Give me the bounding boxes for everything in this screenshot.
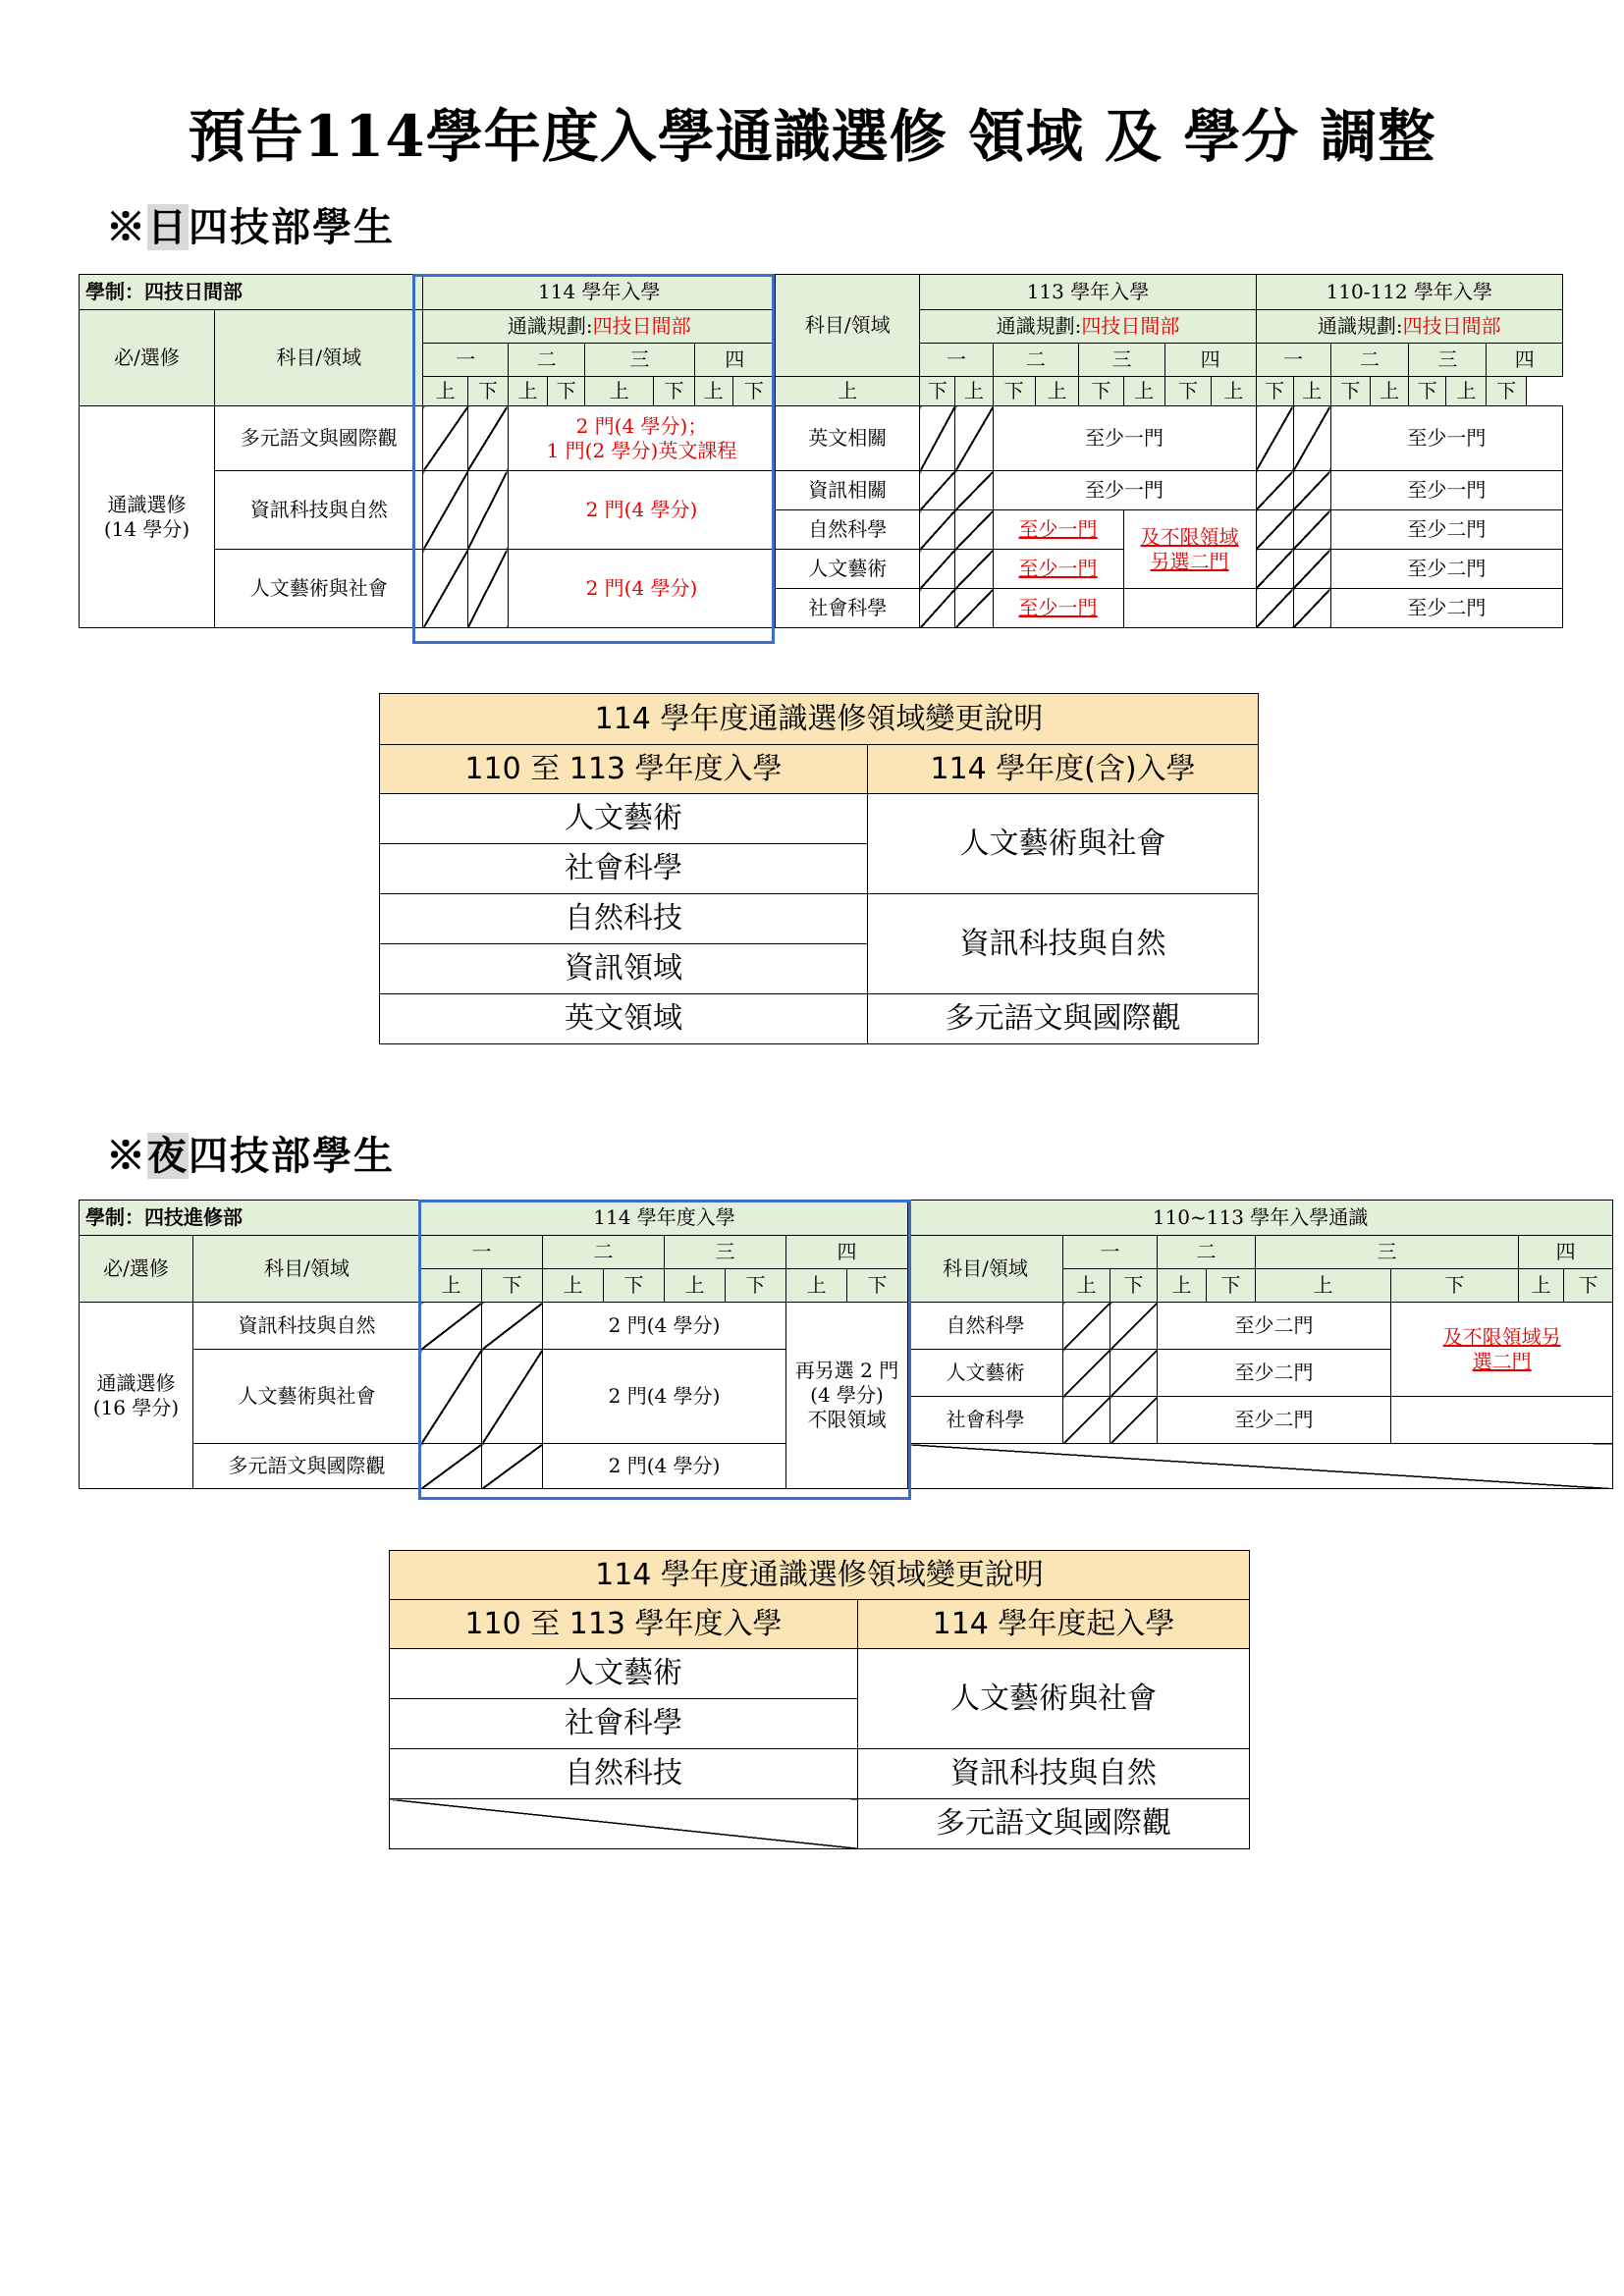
empty-slash xyxy=(1293,471,1330,510)
day-highlight: 日 xyxy=(147,204,189,250)
sem-up: 上 xyxy=(585,377,654,406)
empty-slash xyxy=(920,510,955,550)
sem-up: 上 xyxy=(543,1269,604,1303)
sem-up: 上 xyxy=(423,377,467,406)
empty-slash xyxy=(423,550,467,628)
year-3: 三 xyxy=(585,344,694,377)
year114-header: 114 學年度入學 xyxy=(421,1201,908,1236)
sem-down: 下 xyxy=(654,377,694,406)
empty-slash xyxy=(1063,1303,1110,1350)
sem-down: 下 xyxy=(993,377,1035,406)
required-elective-header: 必/選修 xyxy=(80,1236,193,1303)
empty-slash xyxy=(423,471,467,550)
new-domain: 人文藝術與社會 xyxy=(868,794,1259,894)
new-domain: 資訊科技與自然 xyxy=(858,1749,1250,1799)
empty-slash xyxy=(908,1444,1613,1489)
sem-down: 下 xyxy=(1256,377,1293,406)
sem-up: 上 xyxy=(776,377,920,406)
day-curriculum-table xyxy=(79,274,1563,628)
empty-slash xyxy=(467,471,508,550)
sem-up: 上 xyxy=(1519,1269,1564,1303)
req-multilingual: 2 門(4 學分)； 1 門(2 學分)英文課程 xyxy=(508,406,775,471)
empty-slash xyxy=(955,510,993,550)
r110-english: 至少一門 xyxy=(1330,406,1562,471)
night-change-title: 114 學年度通識選修領域變更說明 xyxy=(390,1551,1250,1600)
year-4: 四 xyxy=(1164,344,1256,377)
req-info-nature: 2 門(4 學分) xyxy=(508,471,775,550)
year-2: 二 xyxy=(508,344,584,377)
empty-slash xyxy=(421,1303,482,1350)
empty-slash xyxy=(955,471,993,510)
day-change-table xyxy=(379,693,1259,1044)
r113-extra: 及不限領域 另選二門 xyxy=(1123,510,1256,589)
sem-down: 下 xyxy=(1409,377,1446,406)
empty-slash xyxy=(1256,471,1293,510)
old-req-social: 至少二門 xyxy=(1158,1397,1391,1444)
empty-slash xyxy=(1293,406,1330,471)
system-label: 學制：四技日間部 xyxy=(80,275,423,310)
empty-slash xyxy=(421,1444,482,1489)
new-domain: 多元語文與國際觀 xyxy=(858,1799,1250,1849)
old-domain: 社會科學 xyxy=(390,1699,858,1749)
old-subject-header: 科目/領域 xyxy=(908,1236,1063,1303)
year113-header: 113 學年入學 xyxy=(920,275,1256,310)
r113-english: 至少一門 xyxy=(993,406,1256,471)
subject-arts-society: 人文藝術與社會 xyxy=(193,1350,421,1444)
year114-header: 114 學年入學 xyxy=(423,275,776,310)
year-1: 一 xyxy=(1063,1236,1158,1269)
old-subject-english: 英文相關 xyxy=(776,406,920,471)
sem-up: 上 xyxy=(1123,377,1164,406)
empty-slash xyxy=(1110,1397,1158,1444)
year-4: 四 xyxy=(694,344,775,377)
subject-info-nature: 資訊科技與自然 xyxy=(193,1303,421,1350)
empty-slash xyxy=(421,1350,482,1444)
old-domain: 自然科技 xyxy=(380,894,868,944)
day-section-heading: ※日四技部學生 xyxy=(106,204,395,250)
sem-up: 上 xyxy=(786,1269,847,1303)
old-subject-arts: 人文藝術 xyxy=(908,1350,1063,1397)
r113-science: 至少一門 xyxy=(993,510,1123,550)
new-domain: 資訊科技與自然 xyxy=(868,894,1259,994)
old-domain: 自然科技 xyxy=(390,1749,858,1799)
empty-slash xyxy=(1256,406,1293,471)
empty-slash xyxy=(1256,510,1293,550)
year-4: 四 xyxy=(1487,344,1563,377)
empty-slash xyxy=(467,550,508,628)
year-1: 一 xyxy=(421,1236,543,1269)
old-domain: 人文藝術 xyxy=(380,794,868,844)
empty-slash xyxy=(390,1799,858,1849)
year-3: 三 xyxy=(665,1236,786,1269)
sem-down: 下 xyxy=(1079,377,1123,406)
old-req-arts: 至少二門 xyxy=(1158,1350,1391,1397)
sem-up: 上 xyxy=(1446,377,1487,406)
sem-up: 上 xyxy=(1370,377,1408,406)
year-3: 三 xyxy=(1409,344,1487,377)
empty-slash xyxy=(1063,1397,1110,1444)
empty-slash xyxy=(423,406,467,471)
sem-up: 上 xyxy=(1212,377,1256,406)
subject-header: 科目/領域 xyxy=(215,310,423,406)
year-1: 一 xyxy=(423,344,509,377)
sem-up: 上 xyxy=(421,1269,482,1303)
sem-down: 下 xyxy=(482,1269,543,1303)
empty-slash xyxy=(955,406,993,471)
year-3: 三 xyxy=(1079,344,1165,377)
sem-up: 上 xyxy=(694,377,732,406)
sem-down: 下 xyxy=(847,1269,908,1303)
old-subject-science: 自然科學 xyxy=(776,510,920,550)
sem-down: 下 xyxy=(1564,1269,1613,1303)
req-arts-society: 2 門(4 學分) xyxy=(543,1350,786,1444)
r113-arts: 至少一門 xyxy=(993,550,1123,589)
old-domain: 人文藝術 xyxy=(390,1649,858,1699)
r113-social: 至少一門 xyxy=(993,589,1123,628)
sem-down: 下 xyxy=(1391,1269,1519,1303)
sem-up: 上 xyxy=(955,377,993,406)
year110-113-header: 110~113 學年入學通識 xyxy=(908,1201,1613,1236)
page-title: 預告114學年度入學通識選修 領域 及 學分 調整 xyxy=(188,103,1436,170)
year-4: 四 xyxy=(1519,1236,1613,1269)
category-cell: 通識選修 (16 學分) xyxy=(80,1303,193,1489)
year-2: 二 xyxy=(543,1236,665,1269)
subject-arts-society: 人文藝術與社會 xyxy=(215,550,423,628)
sem-up: 上 xyxy=(508,377,547,406)
plan-113: 通識規劃:四技日間部 xyxy=(920,310,1256,344)
new-domain: 人文藝術與社會 xyxy=(858,1649,1250,1749)
sem-down: 下 xyxy=(1207,1269,1256,1303)
plan-110-112: 通識規劃:四技日間部 xyxy=(1256,310,1562,344)
sem-up: 上 xyxy=(1158,1269,1207,1303)
subject-multilingual: 多元語文與國際觀 xyxy=(193,1444,421,1489)
system-label: 學制：四技進修部 xyxy=(80,1201,421,1236)
req-info-nature: 2 門(4 學分) xyxy=(543,1303,786,1350)
year-1: 一 xyxy=(1256,344,1330,377)
empty-slash xyxy=(920,550,955,589)
sem-down: 下 xyxy=(548,377,585,406)
night-section-heading: ※夜四技部學生 xyxy=(106,1133,395,1179)
old-subject-arts: 人文藝術 xyxy=(776,550,920,589)
year-2: 二 xyxy=(1330,344,1408,377)
empty-slash xyxy=(920,589,955,628)
r113-blank xyxy=(1123,589,1256,628)
required-elective-header: 必/選修 xyxy=(80,310,215,406)
sem-up: 上 xyxy=(1293,377,1330,406)
old-subject-social: 社會科學 xyxy=(776,589,920,628)
new-domain: 多元語文與國際觀 xyxy=(868,994,1259,1044)
sem-up: 上 xyxy=(1035,377,1078,406)
day-change-title: 114 學年度通識選修領域變更說明 xyxy=(380,694,1259,745)
old-subject-social: 社會科學 xyxy=(908,1397,1063,1444)
year-2: 二 xyxy=(993,344,1079,377)
plan-114: 通識規劃:四技日間部 xyxy=(423,310,776,344)
sem-down: 下 xyxy=(604,1269,665,1303)
empty-slash xyxy=(482,1444,543,1489)
night-change-col-new: 114 學年度起入學 xyxy=(858,1600,1250,1649)
old-domain: 資訊領域 xyxy=(380,944,868,994)
subject-info-nature: 資訊科技與自然 xyxy=(215,471,423,550)
r110-info: 至少一門 xyxy=(1330,471,1562,510)
old-subject-header: 科目/領域 xyxy=(776,275,920,377)
sem-down: 下 xyxy=(467,377,508,406)
old-req-science: 至少二門 xyxy=(1158,1303,1391,1350)
night-table-grid xyxy=(79,1200,1613,1489)
empty-slash xyxy=(955,589,993,628)
empty-slash xyxy=(955,550,993,589)
empty-slash xyxy=(920,471,955,510)
year-1: 一 xyxy=(920,344,993,377)
empty-slash xyxy=(1256,550,1293,589)
empty-slash xyxy=(482,1350,543,1444)
extra-electives: 再另選 2 門 (4 學分) 不限領域 xyxy=(786,1303,908,1489)
r113-info: 至少一門 xyxy=(993,471,1256,510)
empty-slash xyxy=(1293,510,1330,550)
r110-science: 至少二門 xyxy=(1330,510,1562,550)
empty-slash xyxy=(482,1303,543,1350)
req-multilingual: 2 門(4 學分) xyxy=(543,1444,786,1489)
empty-slash xyxy=(1293,550,1330,589)
subject-header: 科目/領域 xyxy=(193,1236,421,1303)
year110-112-header: 110-112 學年入學 xyxy=(1256,275,1562,310)
category-cell: 通識選修 (14 學分) xyxy=(80,406,215,628)
sem-down: 下 xyxy=(1487,377,1526,406)
sem-up: 上 xyxy=(1256,1269,1391,1303)
old-subject-science: 自然科學 xyxy=(908,1303,1063,1350)
empty-slash xyxy=(1063,1350,1110,1397)
sem-down: 下 xyxy=(1110,1269,1158,1303)
subject-multilingual: 多元語文與國際觀 xyxy=(215,406,423,471)
old-blank xyxy=(1391,1397,1613,1444)
r110-arts: 至少二門 xyxy=(1330,550,1562,589)
old-subject-info: 資訊相關 xyxy=(776,471,920,510)
r110-social: 至少二門 xyxy=(1330,589,1562,628)
empty-slash xyxy=(1256,589,1293,628)
sem-down: 下 xyxy=(732,377,775,406)
empty-slash xyxy=(1293,589,1330,628)
year-2: 二 xyxy=(1158,1236,1256,1269)
req-arts-society: 2 門(4 學分) xyxy=(508,550,775,628)
sem-up: 上 xyxy=(1063,1269,1110,1303)
sem-down: 下 xyxy=(920,377,955,406)
empty-slash xyxy=(1110,1303,1158,1350)
year-3: 三 xyxy=(1256,1236,1519,1269)
night-change-col-old: 110 至 113 學年度入學 xyxy=(390,1600,858,1649)
old-extra: 及不限領域另 選二門 xyxy=(1391,1303,1613,1397)
empty-slash xyxy=(467,406,508,471)
day-change-col-old: 110 至 113 學年度入學 xyxy=(380,745,868,794)
empty-slash xyxy=(920,406,955,471)
year-4: 四 xyxy=(786,1236,908,1269)
night-highlight: 夜 xyxy=(147,1133,189,1179)
old-domain: 英文領域 xyxy=(380,994,868,1044)
sem-down: 下 xyxy=(1164,377,1211,406)
day-change-col-new: 114 學年度(含)入學 xyxy=(868,745,1259,794)
sem-up: 上 xyxy=(665,1269,726,1303)
sem-down: 下 xyxy=(1330,377,1370,406)
old-domain: 社會科學 xyxy=(380,844,868,894)
empty-slash xyxy=(1110,1350,1158,1397)
sem-down: 下 xyxy=(726,1269,786,1303)
night-change-table xyxy=(389,1550,1250,1849)
